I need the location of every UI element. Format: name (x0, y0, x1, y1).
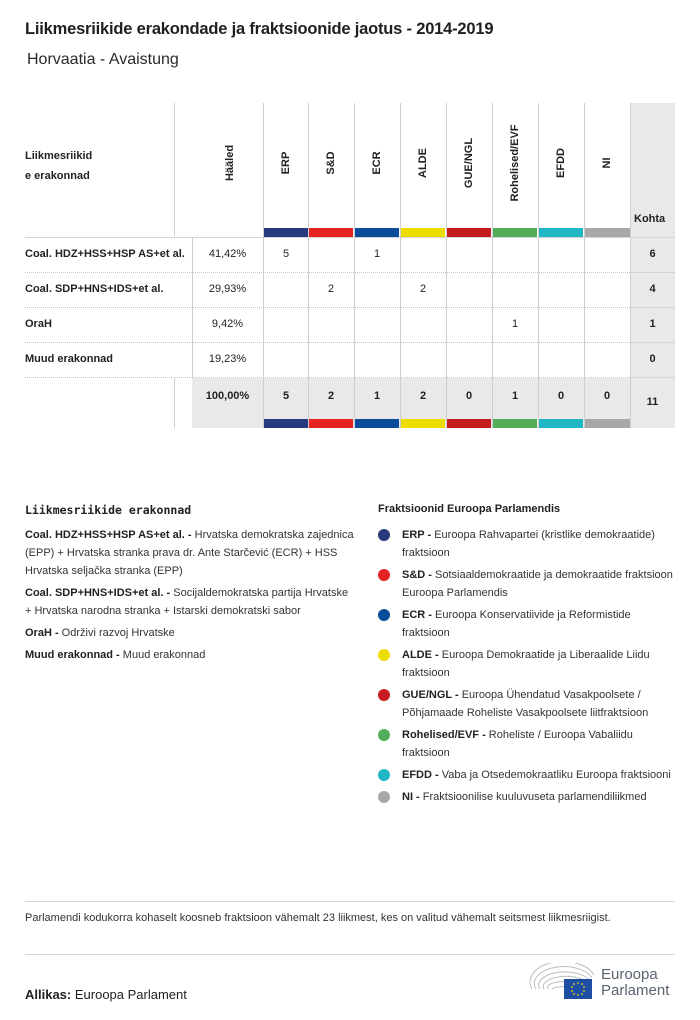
group-color-dot-icon (378, 569, 390, 581)
group-color-bar (354, 419, 399, 428)
divider (308, 103, 309, 428)
parties-legend-heading: Liikmesriikide erakonnad (25, 503, 192, 517)
parties-legend (25, 526, 355, 668)
row-votes-value: 29,93% (208, 283, 247, 295)
divider (492, 103, 493, 428)
seat-cell: 5 (282, 248, 290, 260)
group-legend-item (378, 686, 678, 722)
total-seat-cell: 1 (511, 390, 519, 402)
row-votes-value: 9,42% (211, 318, 244, 330)
column-header-label: EFDD (555, 148, 567, 178)
divider (630, 103, 631, 428)
row-divider (630, 377, 675, 378)
seat-cell: 1 (511, 318, 519, 330)
group-abbr: ECR - (402, 609, 432, 621)
row-divider (25, 307, 630, 308)
column-header-label: ECR (371, 151, 383, 175)
group-legend-item (378, 526, 678, 562)
total-seat-cell: 2 (419, 390, 427, 402)
group-legend-item (378, 788, 678, 806)
row-divider (25, 377, 630, 378)
group-description: Sotsiaaldemokraatide ja demokraatide fraktsioon Euroopa Parlamendis (402, 569, 673, 599)
row-total-seats: 0 (649, 353, 656, 365)
group-color-bar (308, 228, 353, 237)
total-seat-cell: 5 (282, 390, 290, 402)
total-column-background (630, 103, 675, 428)
seat-distribution-table (0, 0, 700, 440)
seat-cell: 2 (419, 283, 427, 295)
parties-legend-item: Coal. SDP+HNS+IDS+et al. - Socijaldemokratska partija Hrvatske + Hrvatska narodna stranka + Istarski demokratski sabor (25, 587, 349, 617)
group-color-bar (263, 228, 308, 237)
header-divider (25, 237, 675, 238)
total-seat-cell: 1 (373, 390, 381, 402)
group-color-dot-icon (378, 689, 390, 701)
divider (25, 901, 675, 902)
group-abbr: GUE/NGL - (402, 689, 459, 701)
group-color-dot-icon (378, 529, 390, 541)
group-color-bar (400, 228, 445, 237)
logo-text: Euroopa Parlament (601, 966, 670, 999)
group-legend-item (378, 566, 678, 602)
row-total-seats: 6 (649, 248, 656, 260)
column-header-votes: Hääled (224, 144, 236, 182)
group-color-dot-icon (378, 649, 390, 661)
row-divider (630, 342, 675, 343)
column-header-label: Rohelised/EVF (509, 124, 521, 202)
group-color-dot-icon (378, 729, 390, 741)
divider (538, 103, 539, 428)
column-header-group (492, 103, 538, 223)
divider (174, 103, 175, 236)
group-abbr: ALDE - (402, 649, 439, 661)
parties-legend-item: OraH - Održivi razvoj Hrvatske (25, 627, 175, 639)
divider (263, 103, 264, 428)
row-divider (25, 272, 630, 273)
divider (354, 103, 355, 428)
group-legend-item (378, 606, 678, 642)
row-party-label: Muud erakonnad (25, 353, 114, 365)
column-header-label: NI (601, 157, 613, 169)
row-total-seats: 1 (649, 318, 656, 330)
row-party-label: Coal. HDZ+HSS+HSP AS+et al. (25, 248, 185, 260)
column-header-group (354, 103, 400, 223)
group-color-bar (538, 419, 583, 428)
group-abbr: Rohelised/EVF - (402, 729, 486, 741)
total-votes-value: 100,00% (205, 390, 250, 402)
group-abbr: S&D - (402, 569, 432, 581)
column-header-label: ERP (280, 151, 292, 175)
column-header-group (446, 103, 492, 223)
footnote: Parlamendi kodukorra kohaselt koosneb fraktsioon vähemalt 23 liikmest, kes on valitud vähemalt seitsmest liikmesriigist. (25, 912, 611, 924)
group-color-bar (446, 419, 491, 428)
group-color-bar (446, 228, 491, 237)
row-party-label: Coal. SDP+HNS+IDS+et al. (25, 283, 164, 295)
group-color-bar (584, 228, 630, 237)
group-abbr: EFDD - (402, 769, 439, 781)
column-header-group (538, 103, 584, 223)
row-header-title: Liikmesriikide erakonnad (25, 150, 93, 182)
group-color-bar (492, 228, 537, 237)
divider (25, 954, 675, 955)
column-header-label: ALDE (417, 148, 429, 178)
total-seat-cell: 0 (557, 390, 565, 402)
source-credit: Allikas: Euroopa Parlament (25, 987, 187, 1002)
group-color-bar (538, 228, 583, 237)
column-header-group (308, 103, 354, 223)
parties-legend-item: Coal. HDZ+HSS+HSP AS+et al. - Hrvatska demokratska zajednica (EPP) + Hrvatska stranka prava dr. Ante Starčević (ECR) + HSS Hrvatska seljačka stranka (EPP) (25, 529, 354, 577)
parties-legend-item: Muud erakonnad - Muud erakonnad (25, 649, 206, 661)
group-description: Roheliste / Euroopa Vabaliidu fraktsioon (402, 729, 633, 759)
column-header-label: GUE/NGL (463, 137, 475, 189)
group-legend-item (378, 726, 678, 762)
row-votes-value: 41,42% (208, 248, 247, 260)
column-header-group (584, 103, 630, 223)
row-party-label: OraH (25, 318, 52, 330)
column-header-group (400, 103, 446, 223)
group-abbr: ERP - (402, 529, 432, 541)
column-header-label: S&D (325, 151, 337, 175)
row-total-seats: 4 (649, 283, 656, 295)
divider (584, 103, 585, 428)
group-color-bar (584, 419, 630, 428)
page-title: Liikmesriikide erakondade ja fraktsioonide jaotus - 2014-2019 (25, 20, 494, 38)
group-color-dot-icon (378, 609, 390, 621)
row-divider (25, 342, 630, 343)
group-description: Euroopa Rahvapartei (kristlike demokraatide) fraktsioon (402, 529, 655, 559)
row-votes-value: 19,23% (208, 353, 247, 365)
group-abbr: NI - (402, 791, 420, 803)
divider (400, 103, 401, 428)
column-header-total: Kohta (634, 213, 666, 225)
divider (174, 378, 175, 428)
total-seat-cell: 2 (327, 390, 335, 402)
group-color-bar (354, 228, 399, 237)
group-description: Euroopa Konservatiivide ja Reformistide fraktsioon (402, 609, 631, 639)
group-legend-item (378, 766, 678, 784)
row-divider (630, 307, 675, 308)
seat-cell: 2 (327, 283, 335, 295)
group-color-bar (400, 419, 445, 428)
group-color-bar (308, 419, 353, 428)
group-color-dot-icon (378, 791, 390, 803)
group-description: Fraktsioonilise kuuluvuseta parlamendiliikmed (419, 791, 647, 803)
group-color-dot-icon (378, 769, 390, 781)
total-seat-cell: 0 (603, 390, 611, 402)
seat-cell: 1 (373, 248, 381, 260)
groups-legend (378, 526, 678, 810)
column-header-group (263, 103, 309, 223)
total-seat-cell: 0 (465, 390, 473, 402)
group-description: Euroopa Demokraatide ja Liberaalide Liidu fraktsioon (402, 649, 650, 679)
group-description: Vaba ja Otsedemokraatliku Euroopa fraktsiooni (438, 769, 671, 781)
group-color-bar (263, 419, 308, 428)
page-subtitle: Horvaatia - Avaistung (27, 51, 179, 68)
grand-total-seats: 11 (646, 396, 659, 408)
group-description: Euroopa Ühendatud Vasakpoolsete / Põhjamaade Roheliste Vasakpoolsete liitfraktsioon (402, 689, 649, 719)
row-divider (630, 272, 675, 273)
divider (446, 103, 447, 428)
groups-legend-heading: Fraktsioonid Euroopa Parlamendis (378, 503, 561, 515)
group-legend-item (378, 646, 678, 682)
group-color-bar (492, 419, 537, 428)
